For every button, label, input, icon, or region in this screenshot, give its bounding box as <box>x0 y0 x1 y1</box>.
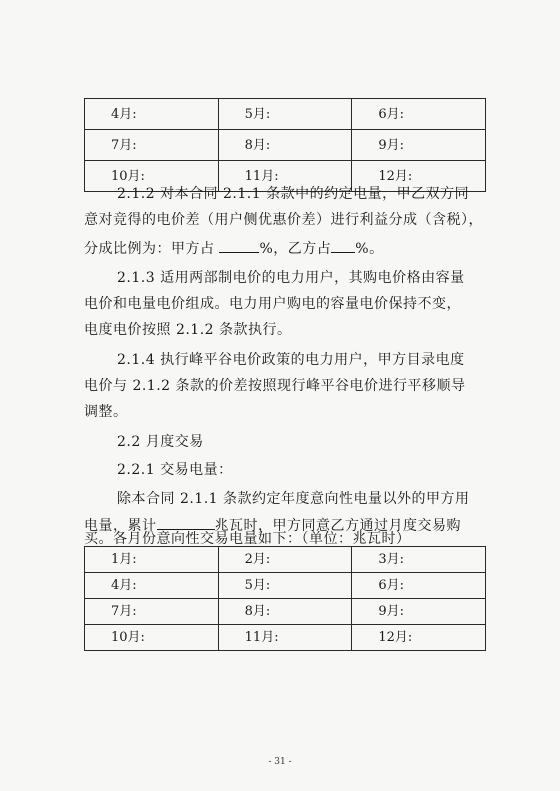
table-row <box>85 99 486 130</box>
clause-2-1-2-line-3 <box>84 240 384 256</box>
table-cell: 7月: <box>85 130 219 161</box>
text-segment: %。 <box>355 241 384 257</box>
table-cell: 5月: <box>218 573 352 599</box>
table-cell: 1月: <box>85 547 219 573</box>
monthly-quantity-table-top <box>84 98 486 192</box>
table-row <box>85 130 486 161</box>
table-cell: 5月: <box>218 99 352 130</box>
clause-2-1-2-line-1: 2.1.2 对本合同 2.1.1 条款中的约定电量，甲乙双方同 <box>117 186 470 202</box>
clause-2-1-3-line-1: 2.1.3 适用两部制电价的电力用户，其购电价格由容量 <box>117 270 465 286</box>
table-cell: 6月: <box>352 99 486 130</box>
table-cell: 6月: <box>352 573 486 599</box>
section-heading-2-2-1: 2.2.1 交易电量： <box>117 462 233 478</box>
table-row <box>85 599 486 625</box>
table-cell: 8月: <box>218 130 352 161</box>
table-cell: 7月: <box>85 599 219 625</box>
table-cell: 11月: <box>218 161 352 192</box>
clause-2-1-4-line-3: 调整。 <box>84 404 128 420</box>
blank-field <box>219 240 259 253</box>
clause-2-1-3-line-2: 电价和电量电价组成。电力用户购电的容量电价保持不变， <box>84 296 461 312</box>
blank-field <box>157 517 215 530</box>
table-cell: 12月: <box>352 625 486 651</box>
table-cell: 2月: <box>218 547 352 573</box>
text-segment: 电量，累计 <box>84 518 157 534</box>
table-cell: 4月: <box>85 99 219 130</box>
clause-2-1-4-line-2: 电价与 2.1.2 条款的价差按照现行峰平谷电价进行平移顺导 <box>84 378 466 394</box>
clause-2-2-1-line-3: 买。各月份意向性交易电量如下：（单位：兆瓦时） <box>84 531 411 547</box>
page-number: - 31 - <box>268 757 292 767</box>
table-cell: 8月: <box>218 599 352 625</box>
text-segment: %，乙方占 <box>259 241 332 257</box>
text-segment: 分成比例为：甲方占 <box>84 241 220 257</box>
table-row <box>85 625 486 651</box>
monthly-quantity-table-bottom <box>84 546 486 651</box>
table-cell: 11月: <box>218 625 352 651</box>
section-heading-2-2: 2.2 月度交易 <box>117 434 204 450</box>
text-segment: 兆瓦时，甲方同意乙方通过月度交易购 <box>214 518 461 534</box>
blank-field <box>331 240 355 253</box>
table-cell: 10月: <box>85 161 219 192</box>
clause-2-1-3-line-3: 电度电价按照 2.1.2 条款执行。 <box>84 322 292 338</box>
table-row <box>85 573 486 599</box>
table-cell: 4月: <box>85 573 219 599</box>
table-cell: 12月: <box>352 161 486 192</box>
clause-2-2-1-line-1: 除本合同 2.1.1 条款约定年度意向性电量以外的甲方用 <box>117 491 470 507</box>
table-cell: 10月: <box>85 625 219 651</box>
table-cell: 3月: <box>352 547 486 573</box>
clause-2-1-2-line-2: 意对竞得的电价差（用户侧优惠价差）进行利益分成（含税）， <box>84 212 483 228</box>
table-row <box>85 547 486 573</box>
table-cell: 9月: <box>352 599 486 625</box>
table-cell: 9月: <box>352 130 486 161</box>
clause-2-1-4-line-1: 2.1.4 执行峰平谷电价政策的电力用户，甲方目录电度 <box>117 352 465 368</box>
